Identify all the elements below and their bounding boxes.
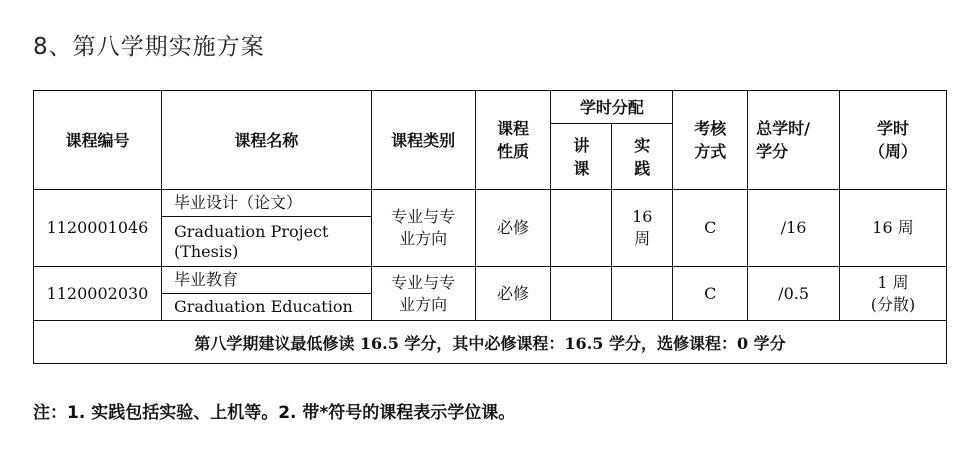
course-plan-table: [33, 90, 947, 364]
summary-row: [34, 321, 947, 364]
course-practice: [612, 190, 673, 267]
course-category-line2: 业方向: [399, 229, 448, 248]
course-weeks: [840, 190, 947, 267]
course-name-en-line1: Graduation Project: [173, 221, 329, 241]
header-lecture-line2: 课: [573, 158, 590, 178]
header-exam-line1: 考核: [694, 119, 727, 138]
course-weeks-line1: 1 周: [877, 272, 909, 292]
course-category-line2: 业方向: [399, 294, 448, 314]
course-nature: 必修: [475, 190, 551, 267]
course-total: /0.5: [748, 267, 840, 321]
header-exam-line2: 方式: [694, 142, 727, 161]
header-lecture-line1: 讲: [573, 135, 590, 155]
course-name-cn: 毕业设计（论文）: [161, 190, 371, 217]
course-weeks: [840, 267, 947, 321]
course-weeks-line1: 16 周: [872, 218, 914, 237]
credit-summary: 第八学期建议最低修读 16.5 学分，其中必修课程：16.5 学分，选修课程：0 学分: [34, 321, 947, 364]
section-title: 8、第八学期实施方案: [33, 34, 265, 60]
course-practice-line1: 16: [632, 207, 653, 226]
course-category-line1: 专业与专: [391, 207, 456, 226]
course-exam: C: [673, 190, 748, 267]
course-code: 1120002030: [34, 267, 162, 321]
course-category: [371, 267, 475, 321]
header-hours-allocation: 学时分配: [551, 91, 673, 124]
header-total-line2: 学分: [756, 142, 789, 161]
course-category-line1: 专业与专: [391, 272, 456, 292]
course-code: 1120001046: [34, 190, 162, 267]
header-nature-line1: 课程: [496, 119, 529, 138]
header-weeks: [840, 91, 947, 190]
header-row: [34, 91, 947, 124]
header-total: [748, 91, 840, 190]
footnote: 注：1. 实践包括实验、上机等。2. 带*符号的课程表示学位课。: [33, 403, 516, 423]
course-name-en-line2: (Thesis): [173, 241, 239, 261]
course-practice-line2: 周: [634, 229, 651, 248]
header-name: 课程名称: [161, 91, 371, 190]
course-exam: C: [673, 267, 748, 321]
header-exam: [673, 91, 748, 190]
header-weeks-line1: 学时: [877, 119, 910, 138]
course-weeks-line2: (分散): [870, 294, 916, 314]
header-code: 课程编号: [34, 91, 162, 190]
header-category: 课程类别: [371, 91, 475, 190]
course-lecture: [551, 190, 612, 267]
header-nature: [475, 91, 551, 190]
header-practice: [612, 124, 673, 190]
course-total: /16: [748, 190, 840, 267]
course-category: [371, 190, 475, 267]
course-practice: [612, 267, 673, 321]
course-name-cn: 毕业教育: [161, 267, 371, 294]
header-total-line1: 总学时/: [756, 119, 811, 138]
course-name-en: [161, 217, 371, 267]
course-name-en: Graduation Education: [161, 294, 371, 321]
header-nature-line2: 性质: [496, 142, 529, 161]
table-row: [34, 267, 947, 294]
header-practice-line1: 实: [634, 135, 651, 155]
course-nature: 必修: [475, 267, 551, 321]
header-lecture: [551, 124, 612, 190]
course-lecture: [551, 267, 612, 321]
header-weeks-line2: （周）: [869, 142, 918, 161]
header-practice-line2: 践: [634, 158, 651, 178]
table-row: [34, 190, 947, 217]
